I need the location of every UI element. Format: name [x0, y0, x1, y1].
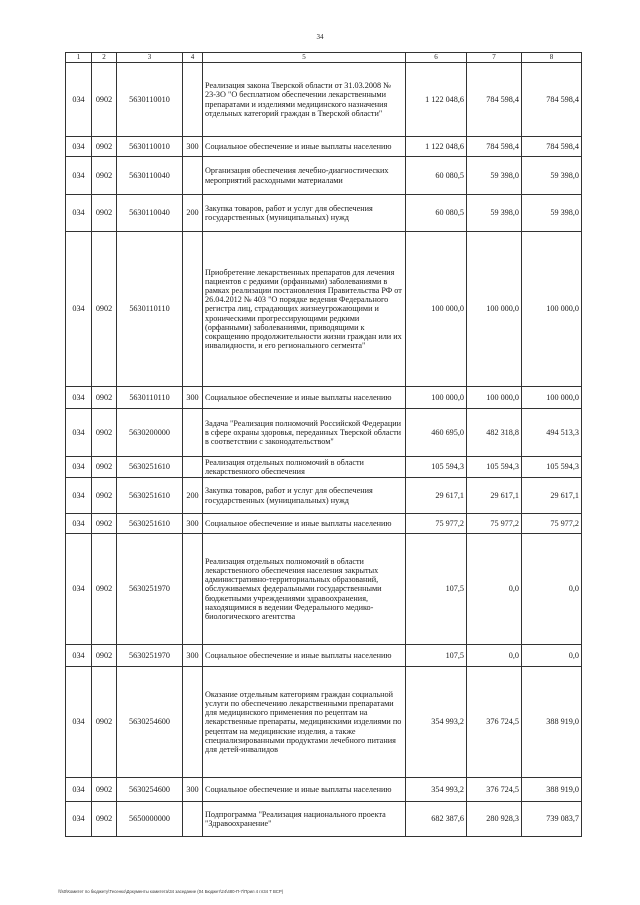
expense-type-cell [183, 232, 203, 387]
description-cell: Социальное обеспечение и иные выплаты населению [203, 387, 406, 409]
expense-type-cell [183, 802, 203, 837]
table-row [66, 534, 582, 645]
amount-cell: 739 083,7 [522, 802, 582, 837]
budget-table [65, 52, 582, 837]
column-number: 7 [467, 53, 522, 63]
description-cell: Подпрограмма "Реализация национального проекта "Здравоохранение" [203, 802, 406, 837]
admin-code-cell: 034 [66, 802, 92, 837]
amount-cell: 29 617,1 [467, 478, 522, 514]
section-code-cell: 0902 [92, 514, 117, 534]
section-code-cell: 0902 [92, 63, 117, 137]
target-article-cell: 5630110110 [117, 387, 183, 409]
section-code-cell: 0902 [92, 778, 117, 802]
amount-cell: 59 398,0 [467, 195, 522, 232]
table-row [66, 137, 582, 157]
table-row [66, 232, 582, 387]
amount-cell: 60 080,5 [406, 157, 467, 195]
expense-type-cell: 200 [183, 195, 203, 232]
table-row [66, 667, 582, 778]
table-row [66, 514, 582, 534]
description-cell: Приобретение лекарственных препаратов для лечения пациентов с редкими (орфанными) заболеваниями в рамках реализации постановления Правительства РФ от 26.04.2012 № 403 "О порядке ведения Федерального регистра лиц, страдающих жизнеугрожающими и хроническими прогрессирующими редкими (орфанными) заболеваниями, приводящими к сокращению продолжительности жизни граждан или их инвалидности, и его регионального сегмента" [203, 232, 406, 387]
admin-code-cell: 034 [66, 478, 92, 514]
amount-cell: 59 398,0 [467, 157, 522, 195]
table-body [66, 63, 582, 837]
target-article-cell: 5630251610 [117, 478, 183, 514]
admin-code-cell: 034 [66, 157, 92, 195]
description-cell: Оказание отдельным категориям граждан социальной услуги по обеспечению лекарственными препаратами для медицинского применения по рецептам на лекарственные препараты, медицинскими изделиями по рецептам на медицинские изделия, а также специализированными продуктами лечебного питания для детей-инвалидов [203, 667, 406, 778]
amount-cell: 376 724,5 [467, 778, 522, 802]
expense-type-cell: 300 [183, 137, 203, 157]
amount-cell: 784 598,4 [467, 63, 522, 137]
admin-code-cell: 034 [66, 514, 92, 534]
amount-cell: 29 617,1 [406, 478, 467, 514]
amount-cell: 0,0 [467, 645, 522, 667]
amount-cell: 0,0 [522, 645, 582, 667]
description-cell: Реализация закона Тверской области от 31.03.2008 № 23-ЗО "О бесплатном обеспечении лекарственными препаратами и изделиями медицинского назначения отдельных категорий граждан в Тверской области" [203, 63, 406, 137]
expense-type-cell: 300 [183, 387, 203, 409]
table-row [66, 778, 582, 802]
target-article-cell: 5630251610 [117, 457, 183, 478]
amount-cell: 784 598,4 [522, 63, 582, 137]
amount-cell: 0,0 [467, 534, 522, 645]
column-number: 5 [203, 53, 406, 63]
amount-cell: 388 919,0 [522, 778, 582, 802]
amount-cell: 482 318,8 [467, 409, 522, 457]
table-row [66, 387, 582, 409]
amount-cell: 784 598,4 [522, 137, 582, 157]
column-number: 6 [406, 53, 467, 63]
amount-cell: 1 122 048,6 [406, 63, 467, 137]
admin-code-cell: 034 [66, 534, 92, 645]
amount-cell: 784 598,4 [467, 137, 522, 157]
section-code-cell: 0902 [92, 195, 117, 232]
amount-cell: 460 695,0 [406, 409, 467, 457]
expense-type-cell [183, 409, 203, 457]
target-article-cell: 5630110010 [117, 63, 183, 137]
amount-cell: 388 919,0 [522, 667, 582, 778]
section-code-cell: 0902 [92, 232, 117, 387]
table-row [66, 478, 582, 514]
description-cell: Социальное обеспечение и иные выплаты населению [203, 514, 406, 534]
table-row [66, 645, 582, 667]
expense-type-cell [183, 457, 203, 478]
amount-cell: 354 993,2 [406, 667, 467, 778]
amount-cell: 75 977,2 [522, 514, 582, 534]
amount-cell: 59 398,0 [522, 195, 582, 232]
table-row [66, 409, 582, 457]
amount-cell: 60 080,5 [406, 195, 467, 232]
admin-code-cell: 034 [66, 387, 92, 409]
table-row [66, 157, 582, 195]
amount-cell: 29 617,1 [522, 478, 582, 514]
target-article-cell: 5630110040 [117, 157, 183, 195]
section-code-cell: 0902 [92, 802, 117, 837]
table-row [66, 195, 582, 232]
section-code-cell: 0902 [92, 667, 117, 778]
section-code-cell: 0902 [92, 457, 117, 478]
expense-type-cell: 200 [183, 478, 203, 514]
section-code-cell: 0902 [92, 387, 117, 409]
expense-type-cell: 300 [183, 514, 203, 534]
description-cell: Задача "Реализация полномочий Российской Федерации в сфере охраны здоровья, переданных Тверской области в соответствии с законодательством" [203, 409, 406, 457]
amount-cell: 494 513,3 [522, 409, 582, 457]
amount-cell: 100 000,0 [406, 387, 467, 409]
amount-cell: 1 122 048,6 [406, 137, 467, 157]
target-article-cell: 5630110110 [117, 232, 183, 387]
target-article-cell: 5630110040 [117, 195, 183, 232]
admin-code-cell: 034 [66, 778, 92, 802]
expense-type-cell: 300 [183, 645, 203, 667]
table-row [66, 802, 582, 837]
footer-file-path: \\fs0\Комитет по бюджету\Тесенко\Документы комитета\34 заседание (04 Бюджет\24\480-П-7\Прил 4 гл34 Т ВСР) [58, 889, 284, 894]
column-number: 2 [92, 53, 117, 63]
table-row [66, 457, 582, 478]
admin-code-cell: 034 [66, 232, 92, 387]
section-code-cell: 0902 [92, 534, 117, 645]
amount-cell: 105 594,3 [522, 457, 582, 478]
expense-type-cell [183, 667, 203, 778]
expense-type-cell: 300 [183, 778, 203, 802]
description-cell: Социальное обеспечение и иные выплаты населению [203, 778, 406, 802]
description-cell: Закупка товаров, работ и услуг для обеспечения государственных (муниципальных) нужд [203, 478, 406, 514]
column-number: 4 [183, 53, 203, 63]
expense-type-cell [183, 534, 203, 645]
target-article-cell: 5630254600 [117, 778, 183, 802]
target-article-cell: 5630110010 [117, 137, 183, 157]
column-number: 1 [66, 53, 92, 63]
description-cell: Реализация отдельных полномочий в области лекарственного обеспечения [203, 457, 406, 478]
admin-code-cell: 034 [66, 645, 92, 667]
amount-cell: 107,5 [406, 534, 467, 645]
column-number-row [66, 53, 582, 63]
amount-cell: 75 977,2 [406, 514, 467, 534]
admin-code-cell: 034 [66, 409, 92, 457]
page-number: 34 [316, 33, 324, 41]
target-article-cell: 5630251970 [117, 645, 183, 667]
admin-code-cell: 034 [66, 667, 92, 778]
expense-type-cell [183, 63, 203, 137]
expense-type-cell [183, 157, 203, 195]
admin-code-cell: 034 [66, 457, 92, 478]
section-code-cell: 0902 [92, 478, 117, 514]
section-code-cell: 0902 [92, 137, 117, 157]
amount-cell: 105 594,3 [406, 457, 467, 478]
description-cell: Социальное обеспечение и иные выплаты населению [203, 645, 406, 667]
column-number: 8 [522, 53, 582, 63]
amount-cell: 376 724,5 [467, 667, 522, 778]
description-cell: Закупка товаров, работ и услуг для обеспечения государственных (муниципальных) нужд [203, 195, 406, 232]
table-row [66, 63, 582, 137]
target-article-cell: 5630251970 [117, 534, 183, 645]
description-cell: Реализация отдельных полномочий в области лекарственного обеспечения населения закрытых административно-территориальных образований, обслуживаемых федеральными государственными бюджетными учреждениями здравоохранения, находящимися в ведении Федерального медико-биологического агентства [203, 534, 406, 645]
amount-cell: 105 594,3 [467, 457, 522, 478]
target-article-cell: 5630251610 [117, 514, 183, 534]
target-article-cell: 5650000000 [117, 802, 183, 837]
amount-cell: 100 000,0 [467, 387, 522, 409]
section-code-cell: 0902 [92, 409, 117, 457]
admin-code-cell: 034 [66, 137, 92, 157]
target-article-cell: 5630200000 [117, 409, 183, 457]
amount-cell: 75 977,2 [467, 514, 522, 534]
amount-cell: 107,5 [406, 645, 467, 667]
amount-cell: 100 000,0 [406, 232, 467, 387]
section-code-cell: 0902 [92, 645, 117, 667]
amount-cell: 100 000,0 [522, 387, 582, 409]
target-article-cell: 5630254600 [117, 667, 183, 778]
admin-code-cell: 034 [66, 195, 92, 232]
section-code-cell: 0902 [92, 157, 117, 195]
admin-code-cell: 034 [66, 63, 92, 137]
amount-cell: 682 387,6 [406, 802, 467, 837]
amount-cell: 354 993,2 [406, 778, 467, 802]
amount-cell: 0,0 [522, 534, 582, 645]
column-number: 3 [117, 53, 183, 63]
amount-cell: 280 928,3 [467, 802, 522, 837]
amount-cell: 59 398,0 [522, 157, 582, 195]
description-cell: Организация обеспечения лечебно-диагностических мероприятий расходными материалами [203, 157, 406, 195]
amount-cell: 100 000,0 [467, 232, 522, 387]
amount-cell: 100 000,0 [522, 232, 582, 387]
description-cell: Социальное обеспечение и иные выплаты населению [203, 137, 406, 157]
